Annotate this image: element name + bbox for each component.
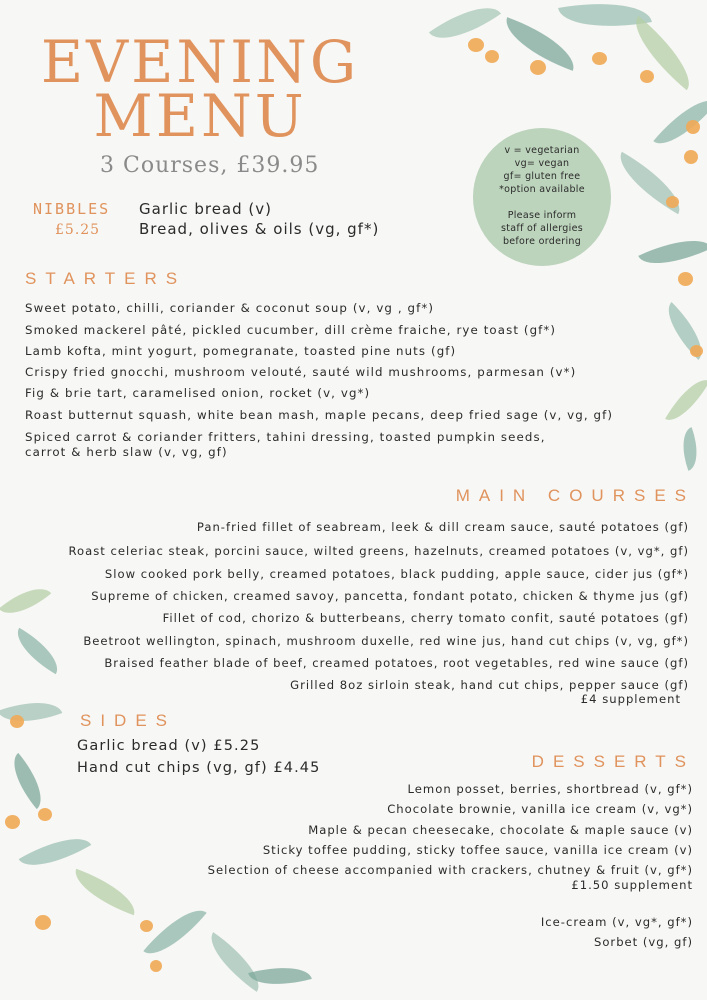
- dessert-item: Chocolate brownie, vanilla ice cream (v, vg*): [387, 802, 693, 816]
- dessert-supplement: £1.50 supplement: [571, 878, 693, 892]
- main-item: Roast celeriac steak, porcini sauce, wilted greens, hazelnuts, creamed potatoes (v, vg*, gf): [68, 544, 689, 558]
- legend-line: staff of allergies: [501, 223, 583, 234]
- nibbles-item: Bread, olives & oils (vg, gf*): [139, 220, 380, 238]
- sides-heading: SIDES: [80, 711, 177, 730]
- dessert-item: Sticky toffee pudding, sticky toffee sauce, vanilla ice cream (v): [262, 843, 693, 857]
- legend-line: v = vegetarian: [504, 145, 580, 156]
- starter-item: Spiced carrot & coriander fritters, tahini dressing, toasted pumpkin seeds,: [25, 430, 546, 444]
- legend-line: gf= gluten free: [503, 171, 581, 182]
- starter-item: Fig & brie tart, caramelised onion, rocket (v, vg*): [25, 386, 371, 400]
- starter-item: Crispy fried gnocchi, mushroom velouté, sauté wild mushrooms, parmesan (v*): [25, 365, 577, 379]
- starter-item: Roast butternut squash, white bean mash, maple pecans, deep fried sage (v, vg, gf): [25, 408, 614, 422]
- main-item: Braised feather blade of beef, creamed potatoes, root vegetables, red wine sauce (gf): [104, 656, 689, 670]
- page-subtitle: 3 Courses, £39.95: [100, 153, 320, 178]
- main-item: Supreme of chicken, creamed savoy, pancetta, fondant potato, chicken & thyme jus (gf): [91, 589, 689, 603]
- desserts-heading: DESSERTS: [531, 752, 695, 771]
- legend-line: *option available: [499, 184, 585, 195]
- dessert-item: Lemon posset, berries, shortbread (v, gf*): [407, 782, 693, 796]
- nibbles-heading: NIBBLES: [33, 200, 111, 218]
- nibbles-price: £5.25: [55, 222, 101, 238]
- main-item: Fillet of cod, chorizo & butterbeans, cherry tomato confit, sauté potatoes (gf): [162, 611, 689, 625]
- main-item: Beetroot wellington, spinach, mushroom duxelle, red wine jus, hand cut chips (v, vg, gf*): [83, 634, 689, 648]
- starter-item: Lamb kofta, mint yogurt, pomegranate, toasted pine nuts (gf): [25, 344, 457, 358]
- dessert-item: Ice-cream (v, vg*, gf*): [540, 915, 693, 929]
- starter-item: carrot & herb slaw (v, vg, gf): [25, 445, 228, 459]
- starters-heading: STARTERS: [25, 269, 187, 288]
- side-item: Hand cut chips (vg, gf) £4.45: [77, 760, 321, 776]
- page-title-line2: MENU: [93, 82, 307, 150]
- dessert-item: Maple & pecan cheesecake, chocolate & maple sauce (v): [308, 823, 693, 837]
- dessert-item: Sorbet (vg, gf): [593, 935, 693, 949]
- nibbles-item: Garlic bread (v): [139, 200, 272, 218]
- main-courses-heading: MAIN COURSES: [455, 486, 695, 505]
- main-item: Grilled 8oz sirloin steak, hand cut chips, pepper sauce (gf): [290, 678, 689, 692]
- legend-line: before ordering: [502, 236, 582, 247]
- dietary-legend-badge: [473, 128, 611, 266]
- legend-line: vg= vegan: [514, 158, 570, 169]
- main-item: Pan-fried fillet of seabream, leek & dill cream sauce, sauté potatoes (gf): [196, 520, 689, 534]
- main-supplement: £4 supplement: [580, 692, 681, 706]
- side-item: Garlic bread (v) £5.25: [77, 738, 261, 754]
- starter-item: Smoked mackerel pâté, pickled cucumber, dill crème fraiche, rye toast (gf*): [25, 323, 557, 337]
- dessert-item: Selection of cheese accompanied with crackers, chutney & fruit (v, gf*): [207, 863, 693, 877]
- starter-item: Sweet potato, chilli, coriander & coconut soup (v, vg , gf*): [25, 301, 435, 315]
- main-item: Slow cooked pork belly, creamed potatoes, black pudding, apple sauce, cider jus (gf*): [104, 567, 689, 581]
- legend-line: Please inform: [507, 210, 577, 221]
- page-title-line1: EVENING: [40, 28, 360, 96]
